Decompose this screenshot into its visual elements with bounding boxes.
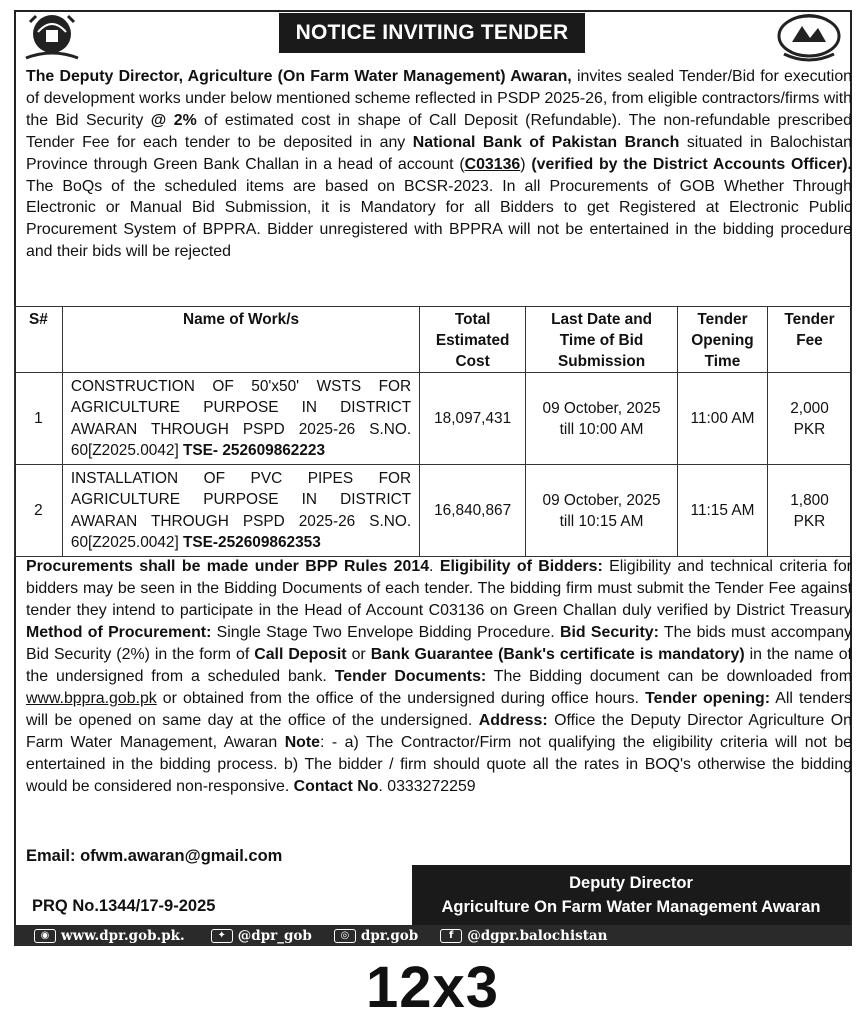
header-work: Name of Work/s [62, 307, 419, 373]
intro-paragraph: The Deputy Director, Agriculture (On Farm Water Management) Awaran, invites sealed Tender/Bid for execution of development works under below mentioned scheme reflected in PSDP 2025-26, from eligible contractors/firms with the Bid Security @ 2% of estimated cost in shape of Call Deposit (Refundable). The non-refundable prescribed Tender Fee for each tender to be deposited in any National Bank of Pakistan Branch situated in Balochistan Province through Green Bank Challan in a head of account (C03136) (verified by the District Accounts Officer). The BoQs of the scheduled items are based on BCSR-2023. In all Procurements of GOB Whether Through Electronic or Manual Bid Submission, it is Mandatory for all Bidders to get Registered at Electronic Public Procurement System of BPPRA. Bidder unregistered with BPPRA will not be entertained in the bidding procedure and their bids will be rejected [26, 68, 853, 261]
notice-title: NOTICE INVITING TENDER [279, 13, 585, 53]
bppra-link[interactable]: www.bppra.gob.pk [26, 690, 157, 707]
row-work: INSTALLATION OF PVC PIPES FOR AGRICULTURE PURPOSE IN DISTRICT AWARAN THROUGH PSPD 2025-26 S.NO. 60[Z2025.0042] TSE-252609862353 [62, 465, 419, 557]
signature-office: Agriculture On Farm Water Management Awaran [441, 898, 821, 916]
table-header-row [15, 307, 852, 373]
globe-icon: ◉ [34, 929, 56, 943]
row-date: 09 October, 2025 till 10:00 AM [526, 373, 678, 465]
header-date: Last Date and Time of Bid Submission [526, 307, 678, 373]
row-fee: 2,000 PKR [767, 373, 851, 465]
row-opening: 11:00 AM [678, 373, 768, 465]
balochistan-emblem-icon [20, 12, 84, 64]
row-sn: 1 [15, 373, 63, 465]
signature-block [412, 865, 850, 925]
prq-number: PRQ No.1344/17-9-2025 [32, 897, 216, 915]
works-table [14, 306, 852, 557]
row-sn: 2 [15, 465, 63, 557]
table-row [15, 465, 852, 557]
facebook-icon: f [440, 929, 462, 943]
footer-instagram[interactable]: ◎ dpr.gob [334, 928, 418, 944]
row-opening: 11:15 AM [678, 465, 768, 557]
table-row [15, 373, 852, 465]
ad-size-code: 12x3 [365, 955, 500, 1020]
header-fee: Tender Fee [767, 307, 851, 373]
signature-title: Deputy Director [569, 874, 693, 892]
email-line: Email: ofwm.awaran@gmail.com [26, 847, 283, 865]
twitter-icon: ✦ [211, 929, 233, 943]
header-opening: Tender Opening Time [678, 307, 768, 373]
header-sn: S# [15, 307, 63, 373]
row-tse: TSE-252609862353 [183, 533, 321, 551]
terms-paragraph: Procurements shall be made under BPP Rules 2014. Eligibility of Bidders: Eligibility and technical criteria for bidders may be seen in the Bidding Documents of each tender. The bidding firm must submit the Tender Fee against tender they intend to participate in the Head of Account C03136 on Green Challan duly verified by District Treasury Method of Procurement: Single Stage Two Envelope Bidding Procedure. Bid Security: The bids must accompany Bid Security (2%) in the form of Call Deposit or Bank Guarantee (Bank's certificate is mandatory) in the name of the undersigned from a scheduled bank. Tender Documents: The Bidding document can be downloaded from www.bppra.gob.pk or obtained from the office of the undersigned during office hours. Tender opening: All tenders will be opened on same day at the office of the undersigned. Address: Office the Deputy Director Agriculture On Farm Water Management, Awaran Note: - a) The Contractor/Firm not qualifying the eligibility criteria will not be entertained in the bidding process. b) The bidder / firm should quote all the rates in BOQ's otherwise the bidding would be considered non-responsive. Contact No. 0333272259 [26, 558, 852, 795]
row-cost: 18,097,431 [420, 373, 526, 465]
row-tse: TSE- 252609862223 [183, 441, 326, 459]
footer-twitter[interactable]: ✦ @dpr_gob [211, 928, 312, 944]
department-logo-icon [770, 12, 848, 64]
footer-bar [14, 925, 852, 946]
footer-web[interactable]: ◉ www.dpr.gob.pk. [34, 928, 185, 944]
instagram-icon: ◎ [334, 929, 356, 943]
footer-facebook[interactable]: f @dgpr.balochistan [440, 928, 607, 944]
row-cost: 16,840,867 [420, 465, 526, 557]
row-fee: 1,800 PKR [767, 465, 851, 557]
row-date: 09 October, 2025 till 10:15 AM [526, 465, 678, 557]
row-work: CONSTRUCTION OF 50'x50' WSTS FOR AGRICULTURE PURPOSE IN DISTRICT AWARAN THROUGH PSPD 2025-26 S.NO. 60[Z2025.0042] TSE- 252609862223 [62, 373, 419, 465]
header-cost: Total Estimated Cost [420, 307, 526, 373]
